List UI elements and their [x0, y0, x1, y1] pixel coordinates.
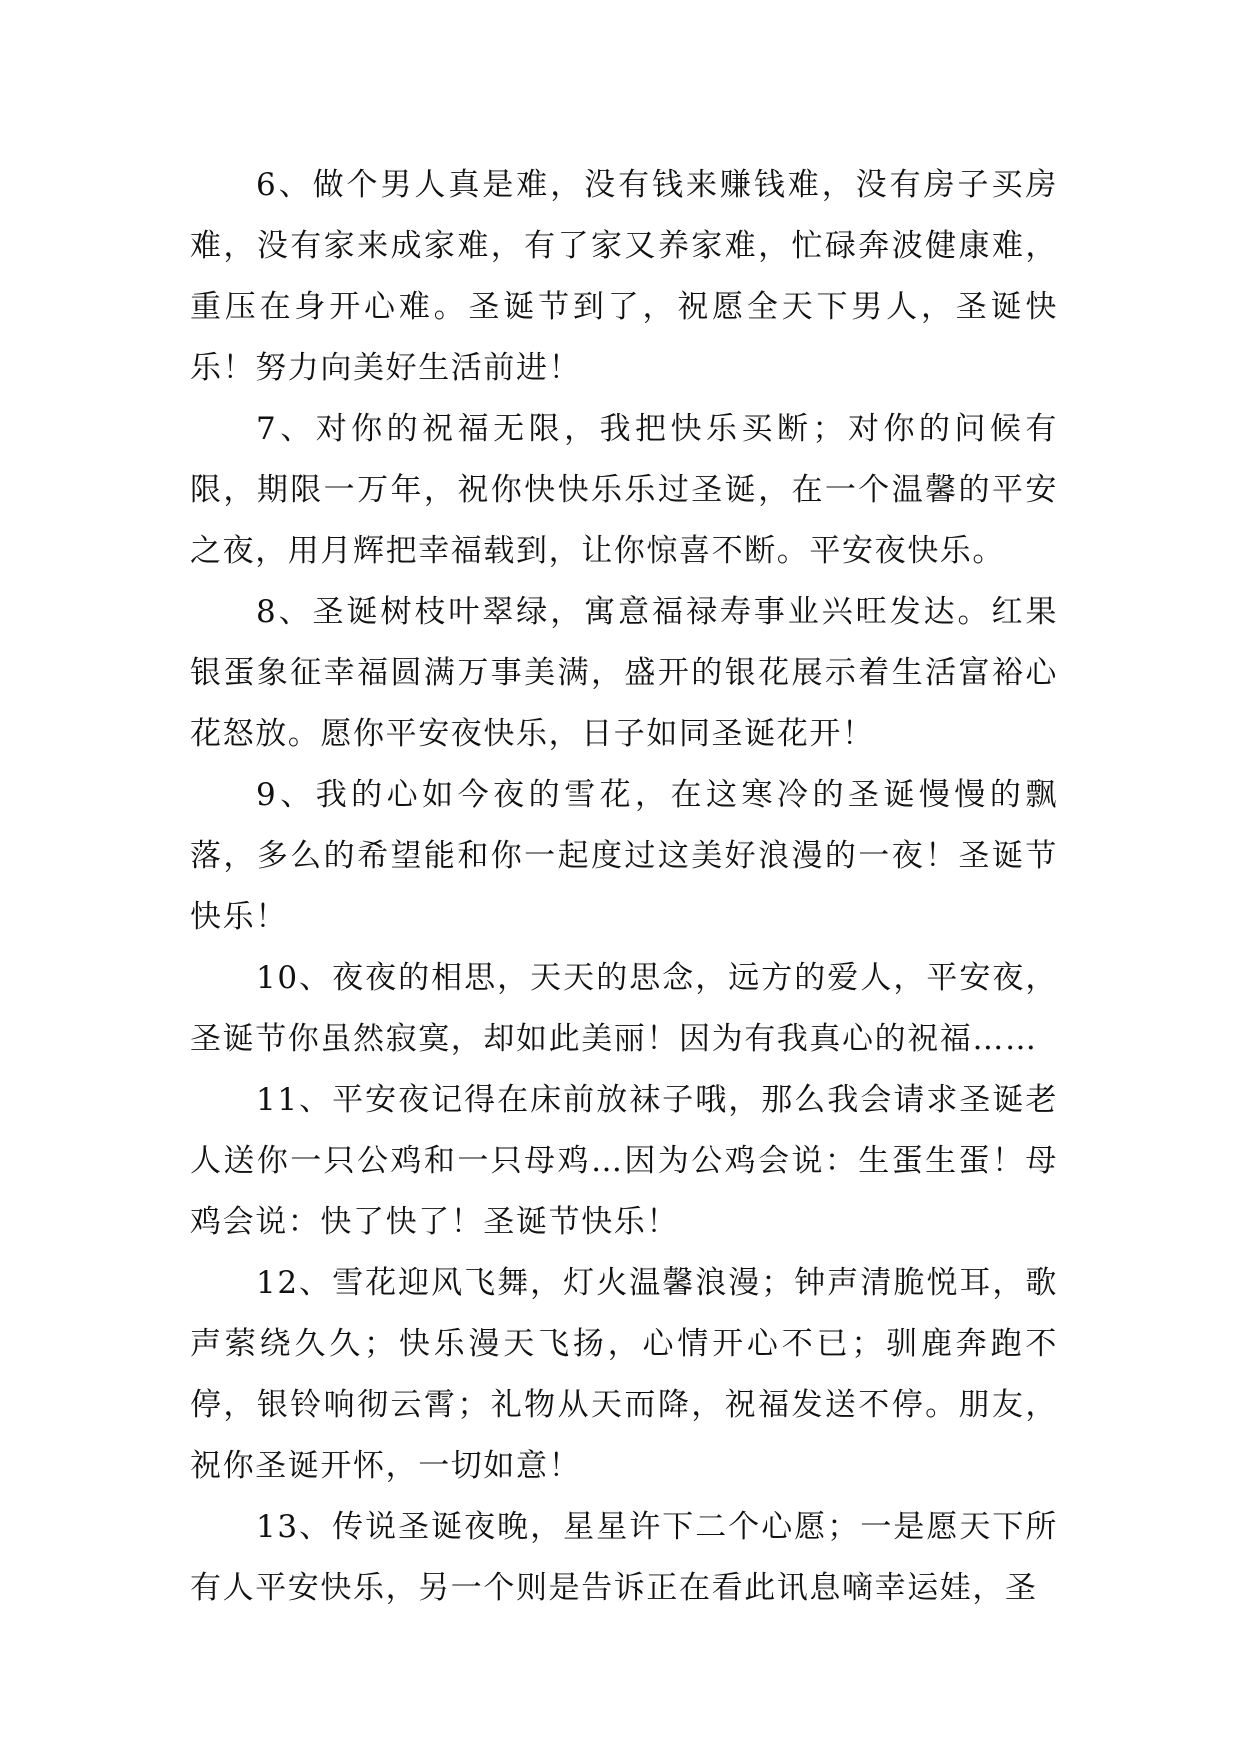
paragraph-10: 10、夜夜的相思，天天的思念，远方的爱人，平安夜，圣诞节你虽然寂寞，却如此美丽！因为有我真心的祝福……: [190, 960, 1058, 1057]
paragraph-7: 7、对你的祝福无限，我把快乐买断；对你的问候有限，期限一万年，祝你快快乐乐过圣诞，在一个温馨的平安之夜，用月辉把幸福载到，让你惊喜不断。平安夜快乐。: [190, 411, 1058, 569]
paragraph-11: 11、平安夜记得在床前放袜子哦，那么我会请求圣诞老人送你一只公鸡和一只母鸡…因为公鸡会说：生蛋生蛋！母鸡会说：快了快了！圣诞节快乐！: [190, 1082, 1058, 1240]
paragraph-13: 13、传说圣诞夜晚，星星许下二个心愿；一是愿天下所有人平安快乐，另一个则是告诉正在看此讯息嘀幸运娃，圣: [190, 1509, 1058, 1606]
paragraph-12: 12、雪花迎风飞舞，灯火温馨浪漫；钟声清脆悦耳，歌声萦绕久久；快乐漫天飞扬，心情开心不已；驯鹿奔跑不停，银铃响彻云霄；礼物从天而降，祝福发送不停。朋友，祝你圣诞开怀，一切如意！: [190, 1265, 1058, 1484]
document-body: [190, 155, 1058, 1619]
paragraph-6: 6、做个男人真是难，没有钱来赚钱难，没有房子买房难，没有家来成家难，有了家又养家难，忙碌奔波健康难，重压在身开心难。圣诞节到了，祝愿全天下男人，圣诞快乐！努力向美好生活前进！: [190, 167, 1058, 386]
paragraph-8: 8、圣诞树枝叶翠绿，寓意福禄寿事业兴旺发达。红果银蛋象征幸福圆满万事美满，盛开的银花展示着生活富裕心花怒放。愿你平安夜快乐，日子如同圣诞花开！: [190, 594, 1058, 752]
paragraph-9: 9、我的心如今夜的雪花，在这寒冷的圣诞慢慢的飘落，多么的希望能和你一起度过这美好浪漫的一夜！圣诞节快乐！: [190, 777, 1058, 935]
